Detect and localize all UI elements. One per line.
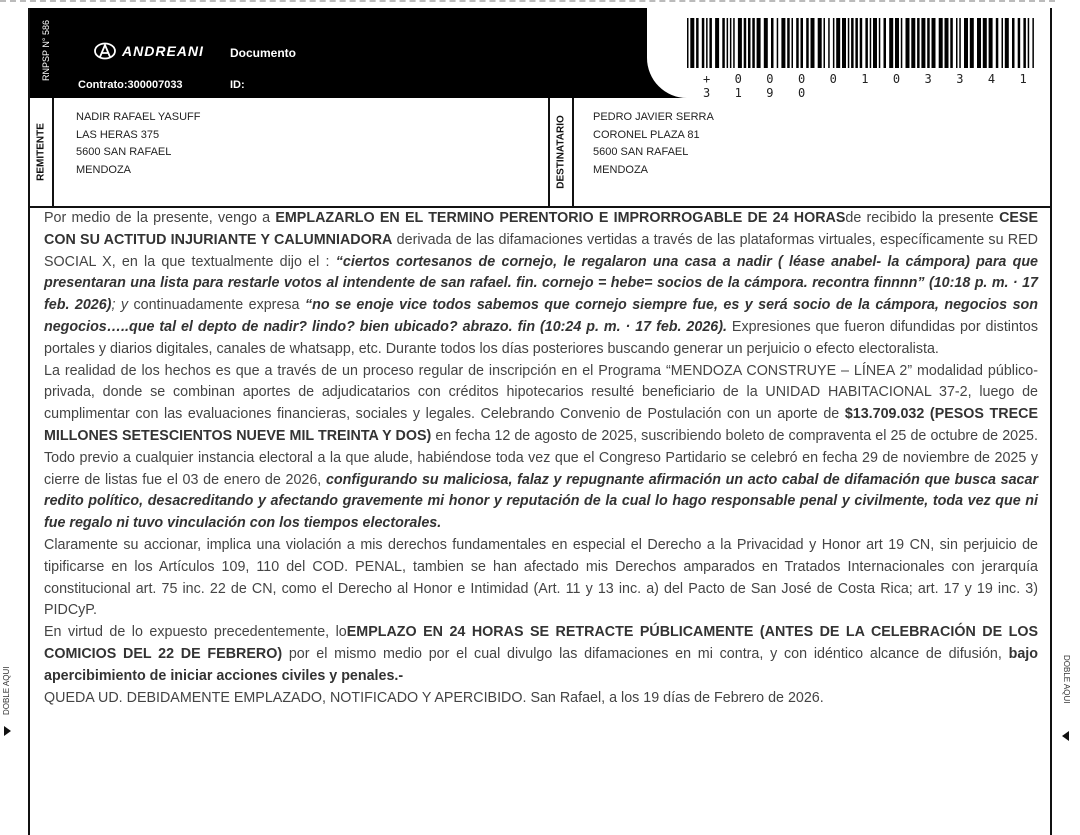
- rnpsp-number: RNPSP N° 586: [41, 20, 51, 81]
- barcode-bar: [865, 18, 868, 68]
- sender-name: NADIR RAFAEL YASUFF: [76, 111, 201, 123]
- text-run: EMPLAZO EN 24 HORAS SE RETRACTE PÚBLICAMENTE (ANTES DE LA CELEBRACIÓN DE LOS COMICIOS DEL 22 DE FEBRERO): [44, 624, 1038, 662]
- barcode-bar: [945, 18, 949, 68]
- barcode-bar: [781, 18, 785, 68]
- barcode-bar: [1012, 18, 1015, 68]
- paragraph-summons: [44, 208, 1038, 361]
- barcode-bar: [1032, 18, 1034, 68]
- sender-tag-label: REMITENTE: [35, 123, 47, 181]
- fold-arrow-left-icon: [4, 726, 11, 736]
- barcode-bar: [1005, 18, 1009, 68]
- barcode-bar: [730, 18, 732, 68]
- barcode-bar: [906, 18, 910, 68]
- barcode-bar: [1023, 18, 1026, 68]
- barcode-bar: [870, 18, 872, 68]
- barcode-bar: [687, 18, 689, 68]
- text-run: en fecha 12 de agosto de 2025, suscribiendo boleto de compraventa el 25 de octubre de 2025. Todo previo a cualquier instancia electoral a la que alude, habiéndose toda vez que el Congreso Partidario se celebró en fecha 29 de noviembre de 2025 y cierre de listas fue el 03 de enero de 2026,: [44, 427, 1038, 488]
- barcode-bar: [709, 18, 712, 68]
- recipient-name: PEDRO JAVIER SERRA: [593, 111, 714, 123]
- barcode-bar: [956, 18, 958, 68]
- paragraph-closing: [44, 688, 1038, 710]
- barcode-bar: [733, 18, 735, 68]
- paragraph-rights: [44, 535, 1038, 622]
- barcode-bar: [824, 18, 826, 68]
- text-run: CESE CON SU ACTITUD INJURIANTE Y CALUMNIADORA: [44, 210, 1038, 248]
- barcode-bar: [1002, 18, 1004, 68]
- barcode-bar: [836, 18, 840, 68]
- barcode-bar: [842, 18, 846, 68]
- barcode-bar: [996, 18, 999, 68]
- text-run: continuadamente expresa: [133, 297, 305, 314]
- barcode-bar: [977, 18, 981, 68]
- barcode-bar: [950, 18, 953, 68]
- text-run: QUEDA UD. DEBIDAMENTE EMPLAZADO, NOTIFICADO Y APERCIBIDO. San Rafael, a los 19 días de Febrero de 2026.: [44, 689, 824, 706]
- address-block: [30, 98, 1050, 208]
- text-run: bajo apercibimiento de iniciar acciones civiles y penales.-: [44, 645, 1038, 684]
- barcode-bar: [702, 18, 705, 68]
- barcode-bar: [970, 18, 974, 68]
- barcode-bar: [851, 18, 854, 68]
- barcode-bar: [757, 18, 761, 68]
- text-run: derivada de las difamaciones vertidas a través de las plataformas virtuales, específicamente su RED SOCIAL X, en la que textualmente dijo el :: [44, 231, 1038, 270]
- barcode-bar: [855, 18, 858, 68]
- paragraph-facts: [44, 361, 1038, 535]
- barcode-bar: [764, 18, 768, 68]
- barcode-bar: [690, 18, 694, 68]
- id-label: ID:: [230, 79, 245, 91]
- barcode-bar: [715, 18, 719, 68]
- recipient-province: MENDOZA: [593, 163, 648, 176]
- text-run: Claramente su accionar, implica una violación a mis derechos fundamentales en especial el Derecho a la Privacidad y Honor art 19 CN, sin perjuicio de tipificarse en los Artículos 109, 110 del COD. PENAL, tambien se han afectado mis Derechos amparados en Tratados Internacionales con jerarquía constitucional art. 75 inc. 22 de CN, como el Derecho al Honor e Intimidad (Art. 11 y 13 inc. a) del Pacto de San José de Costa Rica; art. 17 y 19 inc. 3) PIDCyP.: [44, 536, 1038, 619]
- sender-tag: [30, 98, 54, 206]
- brand-name: ANDREANI: [122, 43, 204, 59]
- barcode-bar: [848, 18, 850, 68]
- barcode-bar: [727, 18, 729, 68]
- barcode-bar: [939, 18, 943, 68]
- document-type: Documento: [230, 46, 296, 60]
- barcode-bar: [722, 18, 725, 68]
- sender-address: [76, 109, 201, 179]
- text-run: En virtud de lo expuesto precedentemente, lo: [44, 624, 347, 641]
- barcode-bar: [1028, 18, 1030, 68]
- sender-street: LAS HERAS 375: [76, 128, 160, 141]
- barcode-bar: [828, 18, 830, 68]
- barcode-bar: [738, 18, 742, 68]
- barcode-bar: [796, 18, 799, 68]
- text-run: “no se enoje vice todos sabemos que cornejo siempre fue, es y será socio de la cámpora, negocios son negocios…..que tal el depto de nadir? lindo? bien ubicado? abrazo. fin (10:24 p. m. · 17 feb. 2026).: [44, 297, 1038, 335]
- sender-city: 5600 SAN RAFAEL: [76, 146, 172, 158]
- barcode-bar: [706, 18, 708, 68]
- barcode-bar: [748, 18, 751, 68]
- barcode-bar: [787, 18, 790, 68]
- barcode-bar: [889, 18, 893, 68]
- barcode-bar: [932, 18, 936, 68]
- recipient-tag: [548, 98, 574, 206]
- text-run: “ciertos cortesanos de cornejo, le regalaron una casa a nadir ( léase anabel- la cámpora) para que presentaran una lista para restarle votos al intendente de san rafael. fin. cornejo = hebe= socios de la cámpora. recontra finnnn” (10:18 p. m. · 17 feb. 2026): [44, 253, 1039, 314]
- barcode-bar: [752, 18, 755, 68]
- barcode-bar: [818, 18, 822, 68]
- barcode: [687, 18, 1039, 68]
- recipient-city: 5600 SAN RAFAEL: [593, 146, 689, 158]
- barcode-bar: [744, 18, 747, 68]
- barcode-bar: [959, 18, 961, 68]
- andreani-logo: [94, 42, 204, 60]
- text-run: Expresiones que fueron difundidas por distintos portales y diarios digitales, canales de whatsapp, etc. Durante todos los días posteriores buscando generar un perjuicio o efecto electoralista.: [44, 318, 1038, 357]
- text-run: ; y: [111, 297, 134, 314]
- text-run: Por medio de la presente, vengo a: [44, 210, 276, 226]
- barcode-bar: [901, 18, 903, 68]
- fold-arrow-right-icon: [1062, 731, 1069, 741]
- text-run: $13.709.032 (PESOS TRECE MILLONES SETESCIENTOS NUEVE MIL TREINTA Y DOS): [44, 406, 1039, 444]
- barcode-bar: [921, 18, 925, 68]
- barcode-bar: [833, 18, 835, 68]
- recipient-address: [593, 109, 714, 179]
- barcode-bar: [989, 18, 993, 68]
- barcode-panel: [647, 8, 1050, 98]
- text-run: La realidad de los hechos es que a través de un proceso regular de inscripción en el Programa “MENDOZA CONSTRUYE – LÍNEA 2” modalidad público-privada, donde se combinan aportes de adjudicatarios con créditos hipotecarios resulté beneficiario de la UNIDAD HABITACIONAL 37-2, luego de cumplimentar con las evaluaciones financieras, sociales y legales. Celebrando Convenio de Postulación con un aporte de: [44, 362, 1038, 423]
- barcode-bar: [884, 18, 887, 68]
- recipient-tag-label: DESTINATARIO: [555, 115, 567, 189]
- barcode-bar: [792, 18, 794, 68]
- sender-province: MENDOZA: [76, 163, 131, 176]
- postal-letter: [28, 8, 1052, 835]
- cut-line: [0, 0, 1055, 2]
- barcode-bar: [895, 18, 899, 68]
- barcode-bar: [801, 18, 804, 68]
- andreani-logo-icon: [94, 42, 116, 60]
- barcode-bar: [806, 18, 809, 68]
- barcode-bar: [771, 18, 774, 68]
- barcode-bar: [1018, 18, 1021, 68]
- paragraph-demand: [44, 622, 1038, 687]
- barcode-bar: [917, 18, 920, 68]
- barcode-bar: [696, 18, 699, 68]
- barcode-bar: [873, 18, 877, 68]
- contract-number: Contrato:300007033: [78, 79, 183, 91]
- barcode-bar: [879, 18, 881, 68]
- text-run: por el mismo medio por el cual divulgo las difamaciones en mi contra, y con idéntico alcance de difusión,: [282, 645, 1009, 662]
- barcode-bar: [964, 18, 968, 68]
- letter-header: [30, 8, 1050, 98]
- text-run: configurando su maliciosa, falaz y repugnante afirmación un acto cabal de difamación que busca sacar redito político, desacreditando y afectando gravemente mi honor y reputación de la cual lo hago responsable penal y civilmente, toda vez que ni fue regalo ni tuvo vinculación con los tiempos electorales.: [44, 471, 1039, 532]
- text-run: EMPLAZARLO EN EL TERMINO PERENTORIO E IMPRORROGABLE DE 24 HORAS: [275, 210, 846, 226]
- recipient-street: CORONEL PLAZA 81: [593, 128, 700, 141]
- barcode-bar: [927, 18, 930, 68]
- barcode-bar: [911, 18, 915, 68]
- barcode-bar: [983, 18, 987, 68]
- barcode-digits: + 0 0 0 0 1 0 3 3 4 1 3 1 9 0: [703, 72, 1036, 100]
- letter-body: [44, 208, 1038, 709]
- barcode-bar: [811, 18, 815, 68]
- barcode-bar: [860, 18, 863, 68]
- barcode-bar: [777, 18, 779, 68]
- text-run: de recibido la presente: [845, 210, 1000, 226]
